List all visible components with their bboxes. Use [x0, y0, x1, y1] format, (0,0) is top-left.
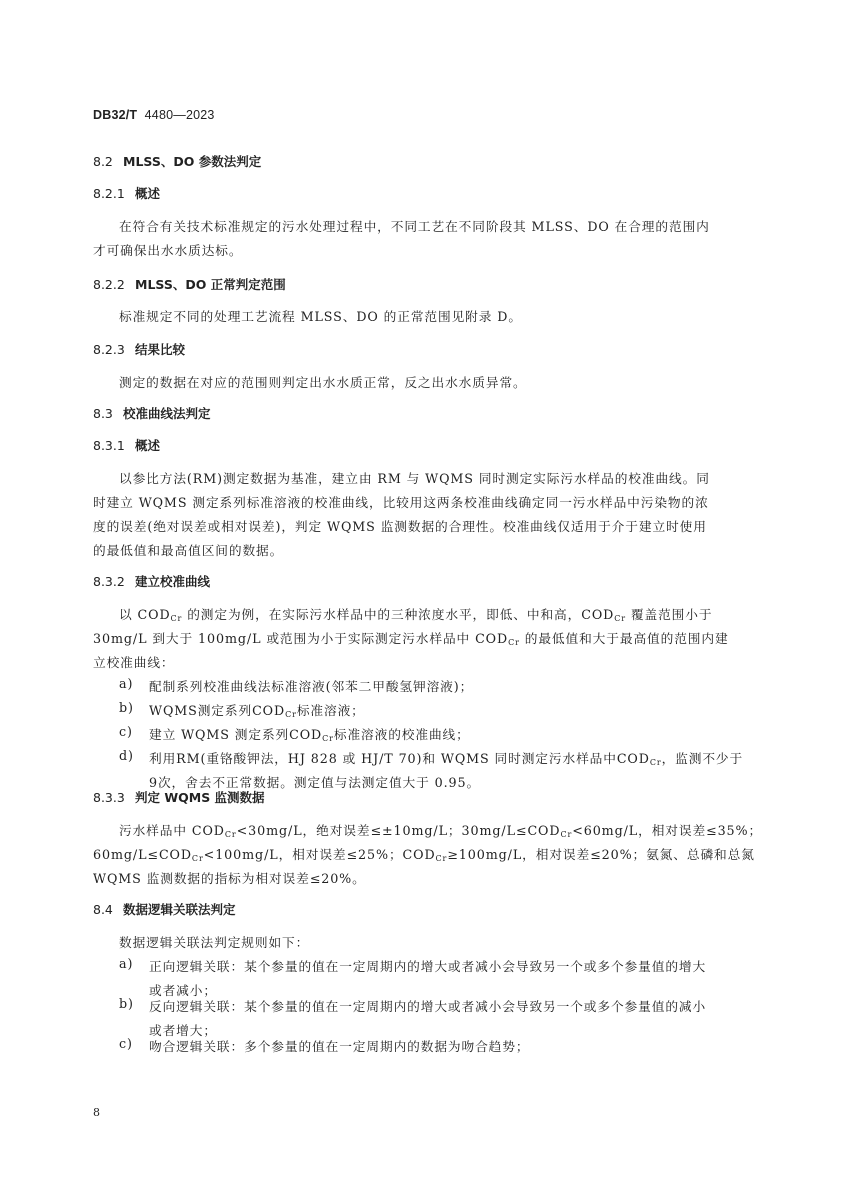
list-item: a) 正向逻辑关联：某个参量的值在一定周期内的增大或者减小会导致另一个或多个参量值的增大 或者减小；: [119, 956, 707, 998]
paragraph-line: 度的误差(绝对误差或相对误差)，判定 WQMS 监测数据的合理性。校准曲线仅适用于介于建立时使用: [93, 519, 707, 534]
section-8-4-heading: 8.4 数据逻辑关联法判定: [93, 902, 236, 917]
paragraph-line: 以 $COD_{Cr}$ 的测定为例，在实际污水样品中的三种浓度水平，即低、中和高，$COD_{Cr}$ 覆盖范围小于: [119, 607, 713, 623]
paragraph-line: WQMS 监测数据的指标为相对误差≤20%。: [93, 871, 366, 886]
paragraph-line: 数据逻辑关联法判定规则如下：: [119, 935, 310, 950]
section-8-2-1-heading: 8.2.1 概述: [93, 186, 161, 201]
paragraph-line: 的最低值和最高值区间的数据。: [93, 543, 284, 558]
list-item: c) 建立 WQMS 测定系列$COD_{Cr}$标准溶液的校准曲线；: [119, 724, 470, 743]
paragraph-line: $60mg/L\le COD_{Cr}<100mg/L$，相对误差≤25%；$COD_{Cr}\ge 100mg/L$，相对误差≤20%；氨氮、总磷和总氮: [93, 847, 755, 863]
section-8-2-2-heading: 8.2.2 MLSS、DO 正常判定范围: [93, 277, 286, 292]
list-item: d) 利用RM(重铬酸钾法，HJ 828 或 HJ/T 70)和 WQMS 同时测定污水样品中$COD_{Cr}$，监测不少于 9次，舍去不正常数据。测定值与法测定值大于 0.95。: [119, 748, 744, 790]
paragraph-line: 立校准曲线：: [93, 655, 175, 670]
section-8-3-2-heading: 8.3.2 建立校准曲线: [93, 574, 211, 589]
paragraph-line: 时建立 WQMS 测定系列标准溶液的校准曲线，比较用这两条校准曲线确定同一污水样品中污染物的浓: [93, 495, 709, 510]
paragraph-line: 标准规定不同的处理工艺流程 MLSS、DO 的正常范围见附录 D。: [119, 309, 522, 324]
list-item: b) 反向逻辑关联：某个参量的值在一定周期内的增大或者减小会导致另一个或多个参量值的减小 或者增大；: [119, 996, 707, 1038]
paragraph-line: 污水样品中 $COD_{Cr}<30mg/L$，绝对误差≤±10mg/L；$30mg/L\le COD_{Cr}<60mg/L$，相对误差≤35%；: [119, 823, 763, 839]
paragraph-line: 测定的数据在对应的范围则判定出水水质正常，反之出水水质异常。: [119, 375, 527, 390]
page-number: 8: [93, 1106, 100, 1119]
section-8-2-heading: 8.2 MLSS、DO 参数法判定: [93, 154, 262, 169]
list-item: c) 吻合逻辑关联：多个参量的值在一定周期内的数据为吻合趋势；: [119, 1036, 530, 1054]
section-8-3-1-heading: 8.3.1 概述: [93, 438, 161, 453]
section-8-2-3-heading: 8.2.3 结果比较: [93, 342, 186, 357]
list-item: a) 配制系列校准曲线法标准溶液(邻苯二甲酸氢钾溶液)；: [119, 676, 474, 694]
paragraph-line: 在符合有关技术标准规定的污水处理过程中，不同工艺在不同阶段其 MLSS、DO 在合理的范围内: [119, 219, 710, 234]
section-8-3-3-heading: 8.3.3 判定 WQMS 监测数据: [93, 790, 265, 805]
paragraph-line: 以参比方法(RM)测定数据为基准，建立由 RM 与 WQMS 同时测定实际污水样品的校准曲线。同: [119, 471, 710, 486]
document-code: DB32/T 4480—2023: [93, 108, 215, 122]
paragraph-line: 30mg/L 到大于 100mg/L 或范围为小于实际测定污水样品中 $COD_{Cr}$ 的最低值和大于最高值的范围内建: [93, 631, 729, 647]
paragraph-line: 才可确保出水水质达标。: [93, 243, 243, 258]
section-8-3-heading: 8.3 校准曲线法判定: [93, 406, 211, 421]
list-item: b) WQMS测定系列$COD_{Cr}$标准溶液；: [119, 700, 365, 719]
